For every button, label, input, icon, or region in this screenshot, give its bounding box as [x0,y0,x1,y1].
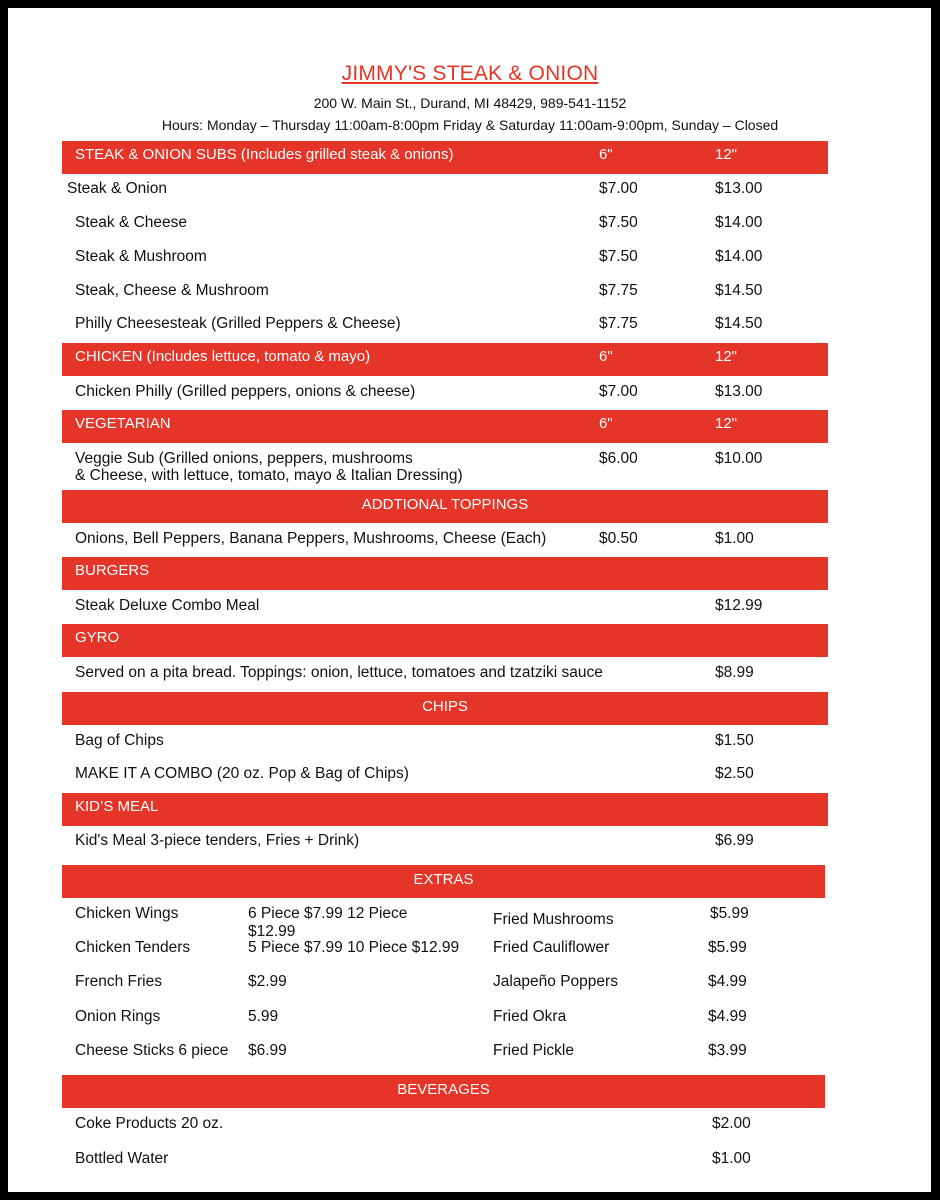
item-name: Chicken Tenders [75,939,191,956]
section-title: EXTRAS [413,871,474,888]
item-price-6: $0.50 [599,530,638,547]
restaurant-title: JIMMY'S STEAK & ONION [341,62,599,85]
item-price: $4.99 [708,973,747,990]
item-price: $4.99 [708,1008,747,1025]
section-header-burgers [62,557,828,590]
item-price: 5 Piece $7.99 10 Piece $12.99 [248,939,460,956]
col-12in: 12" [715,348,738,365]
section-title: CHICKEN (Includes lettuce, tomato & mayo) [75,348,371,365]
item-name: Fried Mushrooms [493,911,614,928]
col-6in: 6" [599,146,613,163]
item-price: 6 Piece $7.99 12 Piece [248,905,408,922]
col-12in: 12" [715,415,738,432]
item-price-6: $7.50 [599,214,638,231]
item-price: $6.99 [715,832,754,849]
col-6in: 6" [599,348,613,365]
section-title: VEGETARIAN [75,415,171,432]
item-price: $3.99 [708,1042,747,1059]
section-header-kids [62,793,828,826]
item-name: Served on a pita bread. Toppings: onion, lettuce, tomatoes and tzatziki sauce [75,664,603,681]
item-name: French Fries [75,973,162,990]
item-price-6: $7.50 [599,248,638,265]
item-price-6: $7.75 [599,282,638,299]
col-6in: 6" [599,415,613,432]
item-price: $5.99 [708,939,747,956]
item-price: $2.50 [715,765,754,782]
item-price-6: $7.00 [599,383,638,400]
restaurant-hours: Hours: Monday – Thursday 11:00am-8:00pm Friday & Saturday 11:00am-9:00pm, Sunday – Closed [161,117,779,133]
item-name: MAKE IT A COMBO (20 oz. Pop & Bag of Chips) [75,765,409,782]
item-name-line2: & Cheese, with lettuce, tomato, mayo & Italian Dressing) [75,467,463,484]
item-price: $2.99 [248,973,287,990]
item-price: $12.99 [715,597,763,614]
item-price-12: $13.00 [715,180,763,197]
item-price-12: $14.50 [715,315,763,332]
item-price-12: $1.00 [715,530,754,547]
item-price: $1.00 [712,1150,751,1167]
item-name-line1: Veggie Sub (Grilled onions, peppers, mushrooms [75,450,413,467]
section-header-chips [62,692,828,725]
item-name: Onions, Bell Peppers, Banana Peppers, Mushrooms, Cheese (Each) [75,530,547,547]
item-price: $2.00 [712,1115,751,1132]
restaurant-address: 200 W. Main St., Durand, MI 48429, 989-541-1152 [313,95,627,111]
item-price-12: $14.00 [715,248,763,265]
item-name: Onion Rings [75,1008,161,1025]
section-title: STEAK & ONION SUBS (Includes grilled steak & onions) [75,146,454,163]
item-name: Fried Pickle [493,1042,574,1059]
item-name: Cheese Sticks 6 piece [75,1042,229,1059]
item-name: Chicken Philly (Grilled peppers, onions & cheese) [75,383,416,400]
section-header-beverages [62,1075,825,1108]
item-price-6: $6.00 [599,450,638,467]
section-header-gyro [62,624,828,657]
item-price: $5.99 [710,905,749,922]
section-title: GYRO [75,629,120,646]
item-name: Fried Okra [493,1008,567,1025]
col-12in: 12" [715,146,738,163]
item-price-12: $14.00 [715,214,763,231]
item-name: Bottled Water [75,1150,169,1167]
item-price: $6.99 [248,1042,287,1059]
item-name: Jalapeño Poppers [493,973,618,990]
item-name: Fried Cauliflower [493,939,610,956]
extras-row [62,905,828,940]
item-price: $1.50 [715,732,754,749]
item-name: Coke Products 20 oz. [75,1115,224,1132]
section-header-vegetarian [62,410,828,443]
section-header-subs [62,141,828,174]
item-name: Steak & Cheese [75,214,188,231]
item-name: Steak Deluxe Combo Meal [75,597,260,614]
section-title: CHIPS [422,698,468,715]
item-name: Steak & Mushroom [75,248,207,265]
item-name: Steak, Cheese & Mushroom [75,282,269,299]
item-name: Steak & Onion [67,180,167,197]
item-price: 5.99 [248,1008,279,1025]
section-title: BEVERAGES [397,1081,490,1098]
section-title: KID’S MEAL [75,798,159,815]
section-title: BURGERS [75,562,150,579]
item-name: Chicken Wings [75,905,179,922]
item-price-wrapped: $12.99 [248,923,296,940]
section-header-extras [62,865,825,898]
item-name: Kid's Meal 3-piece tenders, Fries + Drink) [75,832,360,849]
item-name: Bag of Chips [75,732,164,749]
item-price-12: $10.00 [715,450,763,467]
item-name: Philly Cheesesteak (Grilled Peppers & Cheese) [75,315,401,332]
item-price-6: $7.75 [599,315,638,332]
item-price: $8.99 [715,664,754,681]
item-price-12: $14.50 [715,282,763,299]
section-header-toppings [62,490,828,523]
section-title: ADDTIONAL TOPPINGS [361,496,529,513]
item-price-6: $7.00 [599,180,638,197]
section-header-chicken [62,343,828,376]
item-price-12: $13.00 [715,383,763,400]
